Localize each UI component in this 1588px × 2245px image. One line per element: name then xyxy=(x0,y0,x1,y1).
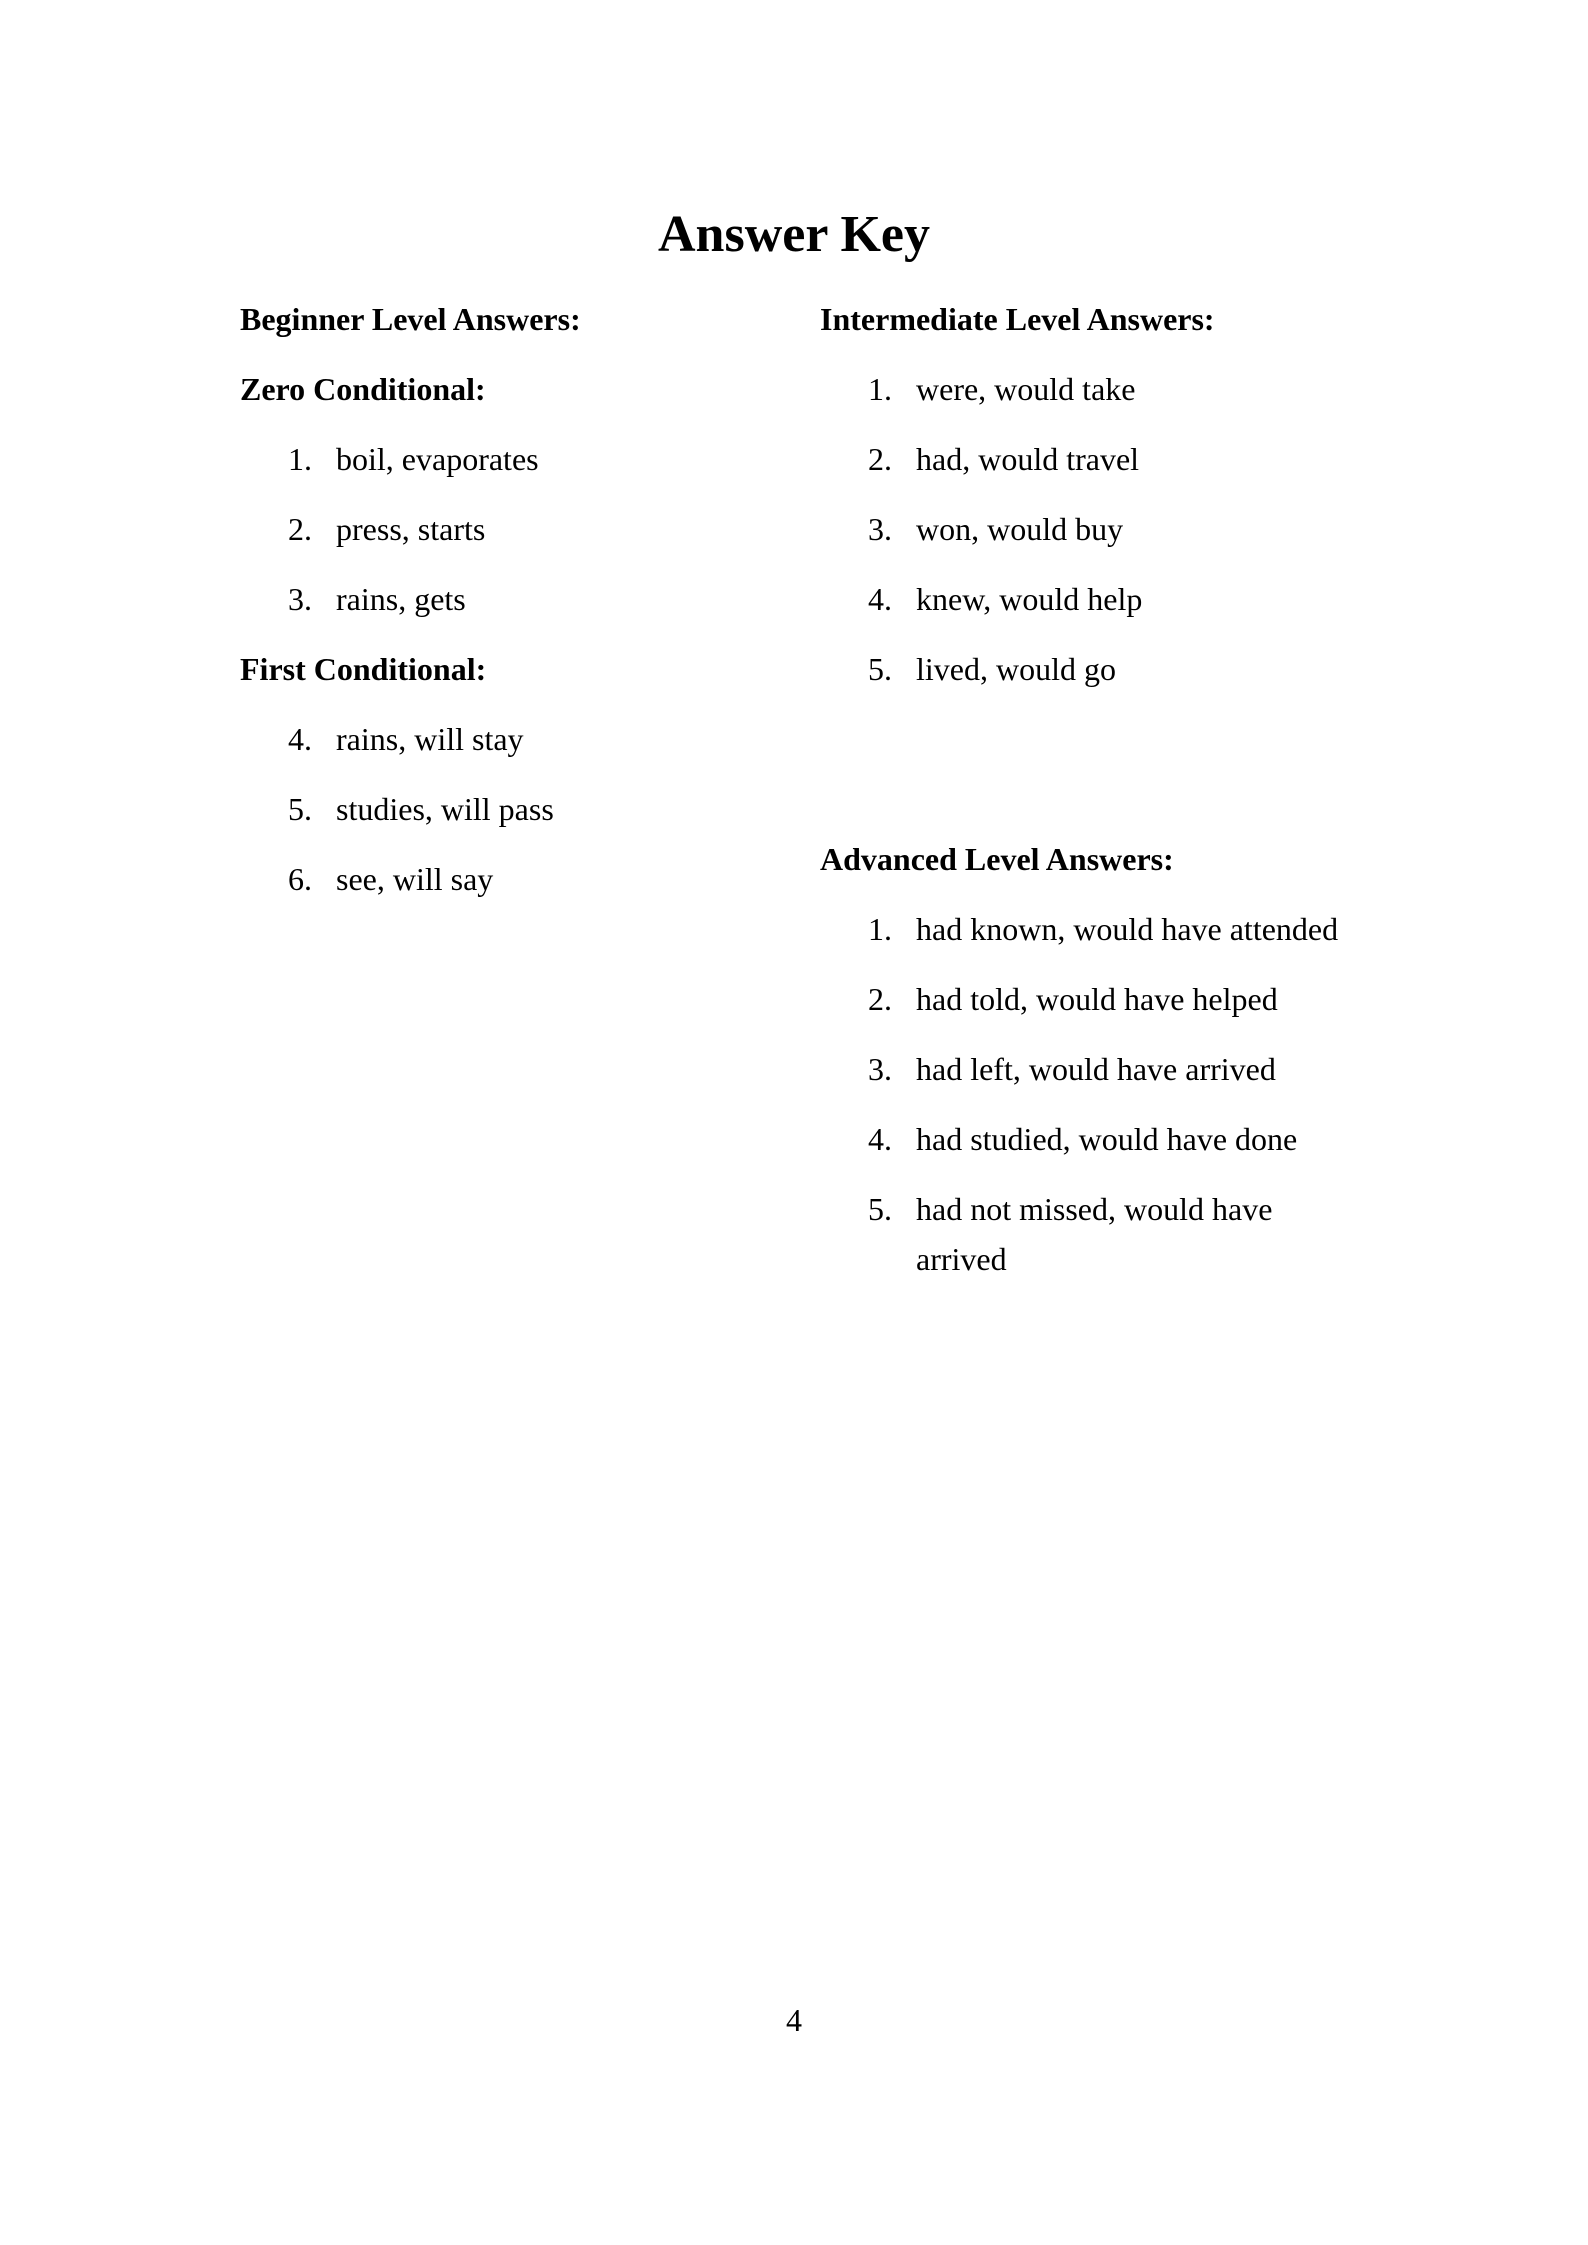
heading-beginner-level-answers: Beginner Level Answers: xyxy=(240,301,581,337)
item-text: had left, would have arrived xyxy=(916,1051,1276,1087)
list-item xyxy=(820,904,1356,954)
item-number: 3. xyxy=(868,511,892,547)
list-item xyxy=(820,574,1356,624)
item-number: 4. xyxy=(868,1121,892,1157)
list-item xyxy=(820,434,1356,484)
item-text: rains, will stay xyxy=(336,721,524,757)
item-text: were, would take xyxy=(916,371,1136,407)
item-text: rains, gets xyxy=(336,581,466,617)
list-item xyxy=(240,714,760,764)
list-item xyxy=(820,1114,1356,1164)
item-text: see, will say xyxy=(336,861,494,897)
item-number: 5. xyxy=(868,651,892,687)
item-number: 1. xyxy=(288,441,312,477)
list-item xyxy=(240,434,760,484)
list-item xyxy=(240,574,760,624)
heading-zero-conditional: Zero Conditional: xyxy=(240,371,486,407)
advanced-answer-list xyxy=(820,904,1356,1284)
item-number: 2. xyxy=(288,511,312,547)
list-item xyxy=(820,974,1356,1024)
item-text: lived, would go xyxy=(916,651,1116,687)
page-number: 4 xyxy=(786,2002,802,2038)
zero-conditional-answer-list xyxy=(240,434,760,624)
item-text: had known, would have attended xyxy=(916,911,1339,947)
item-number: 2. xyxy=(868,441,892,477)
heading-intermediate-level-answers: Intermediate Level Answers: xyxy=(820,301,1215,337)
item-text: had studied, would have done xyxy=(916,1121,1298,1157)
first-conditional-answer-list xyxy=(240,714,760,904)
item-number: 3. xyxy=(288,581,312,617)
list-item xyxy=(240,784,760,834)
item-number: 4. xyxy=(868,581,892,617)
item-number: 2. xyxy=(868,981,892,1017)
item-number: 4. xyxy=(288,721,312,757)
item-text: won, would buy xyxy=(916,511,1124,547)
heading-first-conditional: First Conditional: xyxy=(240,651,487,687)
list-item xyxy=(820,644,1356,694)
item-number: 6. xyxy=(288,861,312,897)
item-text: boil, evaporates xyxy=(336,441,539,477)
list-item xyxy=(240,854,760,904)
list-item xyxy=(820,1044,1356,1094)
list-item xyxy=(240,504,760,554)
item-text: knew, would help xyxy=(916,581,1143,617)
item-number: 3. xyxy=(868,1051,892,1087)
list-item xyxy=(820,1184,1356,1284)
heading-advanced-level-answers: Advanced Level Answers: xyxy=(820,841,1174,877)
item-text: had, would travel xyxy=(916,441,1140,477)
item-number: 5. xyxy=(868,1191,892,1227)
list-item xyxy=(820,504,1356,554)
left-column xyxy=(240,294,760,924)
item-text: had not missed, would have arrived xyxy=(916,1191,1273,1277)
intermediate-answer-list xyxy=(820,364,1356,694)
item-number: 1. xyxy=(868,911,892,947)
item-text: had told, would have helped xyxy=(916,981,1278,1017)
page-title: Answer Key xyxy=(657,206,930,263)
right-column xyxy=(820,294,1356,1304)
item-number: 5. xyxy=(288,791,312,827)
item-number: 1. xyxy=(868,371,892,407)
item-text: studies, will pass xyxy=(336,791,554,827)
list-item xyxy=(820,364,1356,414)
item-text: press, starts xyxy=(336,511,486,547)
